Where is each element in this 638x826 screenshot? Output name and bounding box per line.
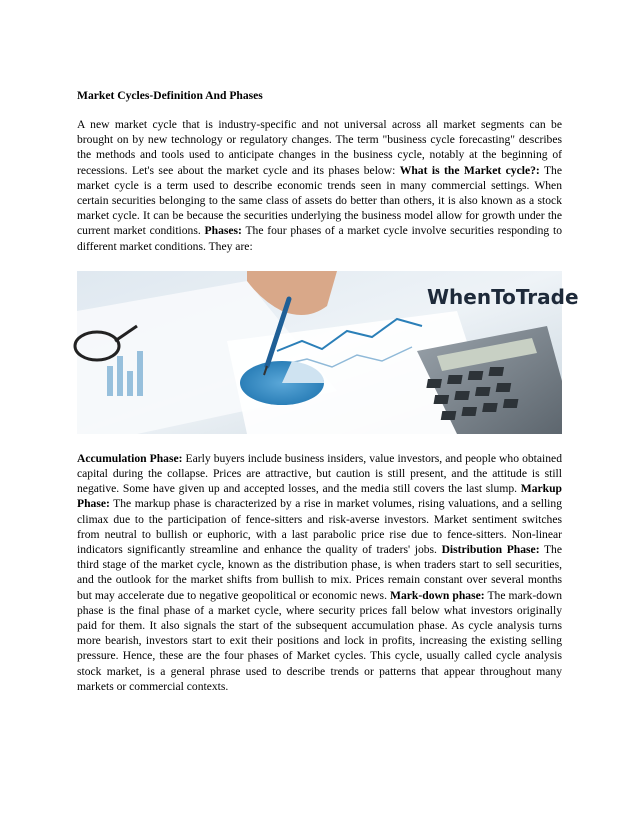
body-paragraph bbox=[77, 451, 562, 694]
intro-heading-phases: Phases: bbox=[204, 224, 242, 238]
heading-accumulation-phase: Accumulation Phase: bbox=[77, 451, 183, 465]
finance-chart-photo-icon bbox=[77, 271, 579, 434]
page-title: Market Cycles-Definition And Phases bbox=[77, 89, 263, 102]
intro-run: The four phases of a market cycle involve securities responding to different market conditions. They are: bbox=[77, 224, 562, 253]
intro-run: A new market cycle that is industry-specific and not universal across all market segments can be brought on by new technology or regulatory changes. The term "business cycle forecasting" describes the methods and tools used to anticipate changes in the business cycle, notably at the beginning of recessions. Let's see about the market cycle and its phases below: bbox=[77, 118, 562, 177]
intro-paragraph bbox=[77, 117, 562, 254]
body-run: The markup phase is characterized by a rise in market volumes, rising valuations, and a selling climax due to the participation of fence-sitters and risk-averse investors. Market sentiment switches from neutral to bullish or euphoric, with a last parabolic price rise due to fence-sitters. Non-linear indicators significantly streamline and enhance the quality of traders' jobs. bbox=[77, 497, 562, 557]
heading-markdown-phase: Mark-down phase: bbox=[390, 588, 485, 602]
document-page bbox=[77, 88, 579, 694]
body-run: The third stage of the market cycle, known as the distribution phase, is when traders start to sell securities, and the outlook for the market shifts from bullish to mix. Prices remain constant over several months but may accelerate due to negative geopolitical or economic news. bbox=[77, 543, 562, 602]
heading-markup-phase: Markup Phase: bbox=[77, 482, 562, 511]
finance-chart-photo bbox=[77, 271, 579, 434]
intro-heading-market-cycle: What is the Market cycle?: bbox=[399, 163, 540, 177]
body-run: The mark-down phase is the final phase of a market cycle, where security prices fall below what investors originally paid for them. It also signals the start of the subsequent accumulation phase. As cycle analysis turns more bearish, investors start to exit their positions and lock in profits, increasing the existing selling pressure. Hence, these are the four phases of Market cycles. This cycle, usually called cycle analysis stock market, is a general phrase used to describe trends or patterns that appear throughout many markets or commercial contexts. bbox=[77, 588, 562, 693]
heading-distribution-phase: Distribution Phase: bbox=[441, 543, 540, 557]
body-run: Early buyers include business insiders, value investors, and people who obtained capital during the collapse. Prices are attractive, but caution is still present, and the attitude is still negative. Some have given up and accepted losses, and the media still covers the last slump. bbox=[77, 451, 562, 496]
intro-run: The market cycle is a term used to describe economic trends seen in many commercial settings. When certain securities belonging to the same class of assets do better than others, it is also known as a stock market cycle. It can be because the securities underlying the business model allow for growth under the current market conditions. bbox=[77, 163, 562, 238]
brand-text: WhenToTrade bbox=[427, 284, 579, 309]
